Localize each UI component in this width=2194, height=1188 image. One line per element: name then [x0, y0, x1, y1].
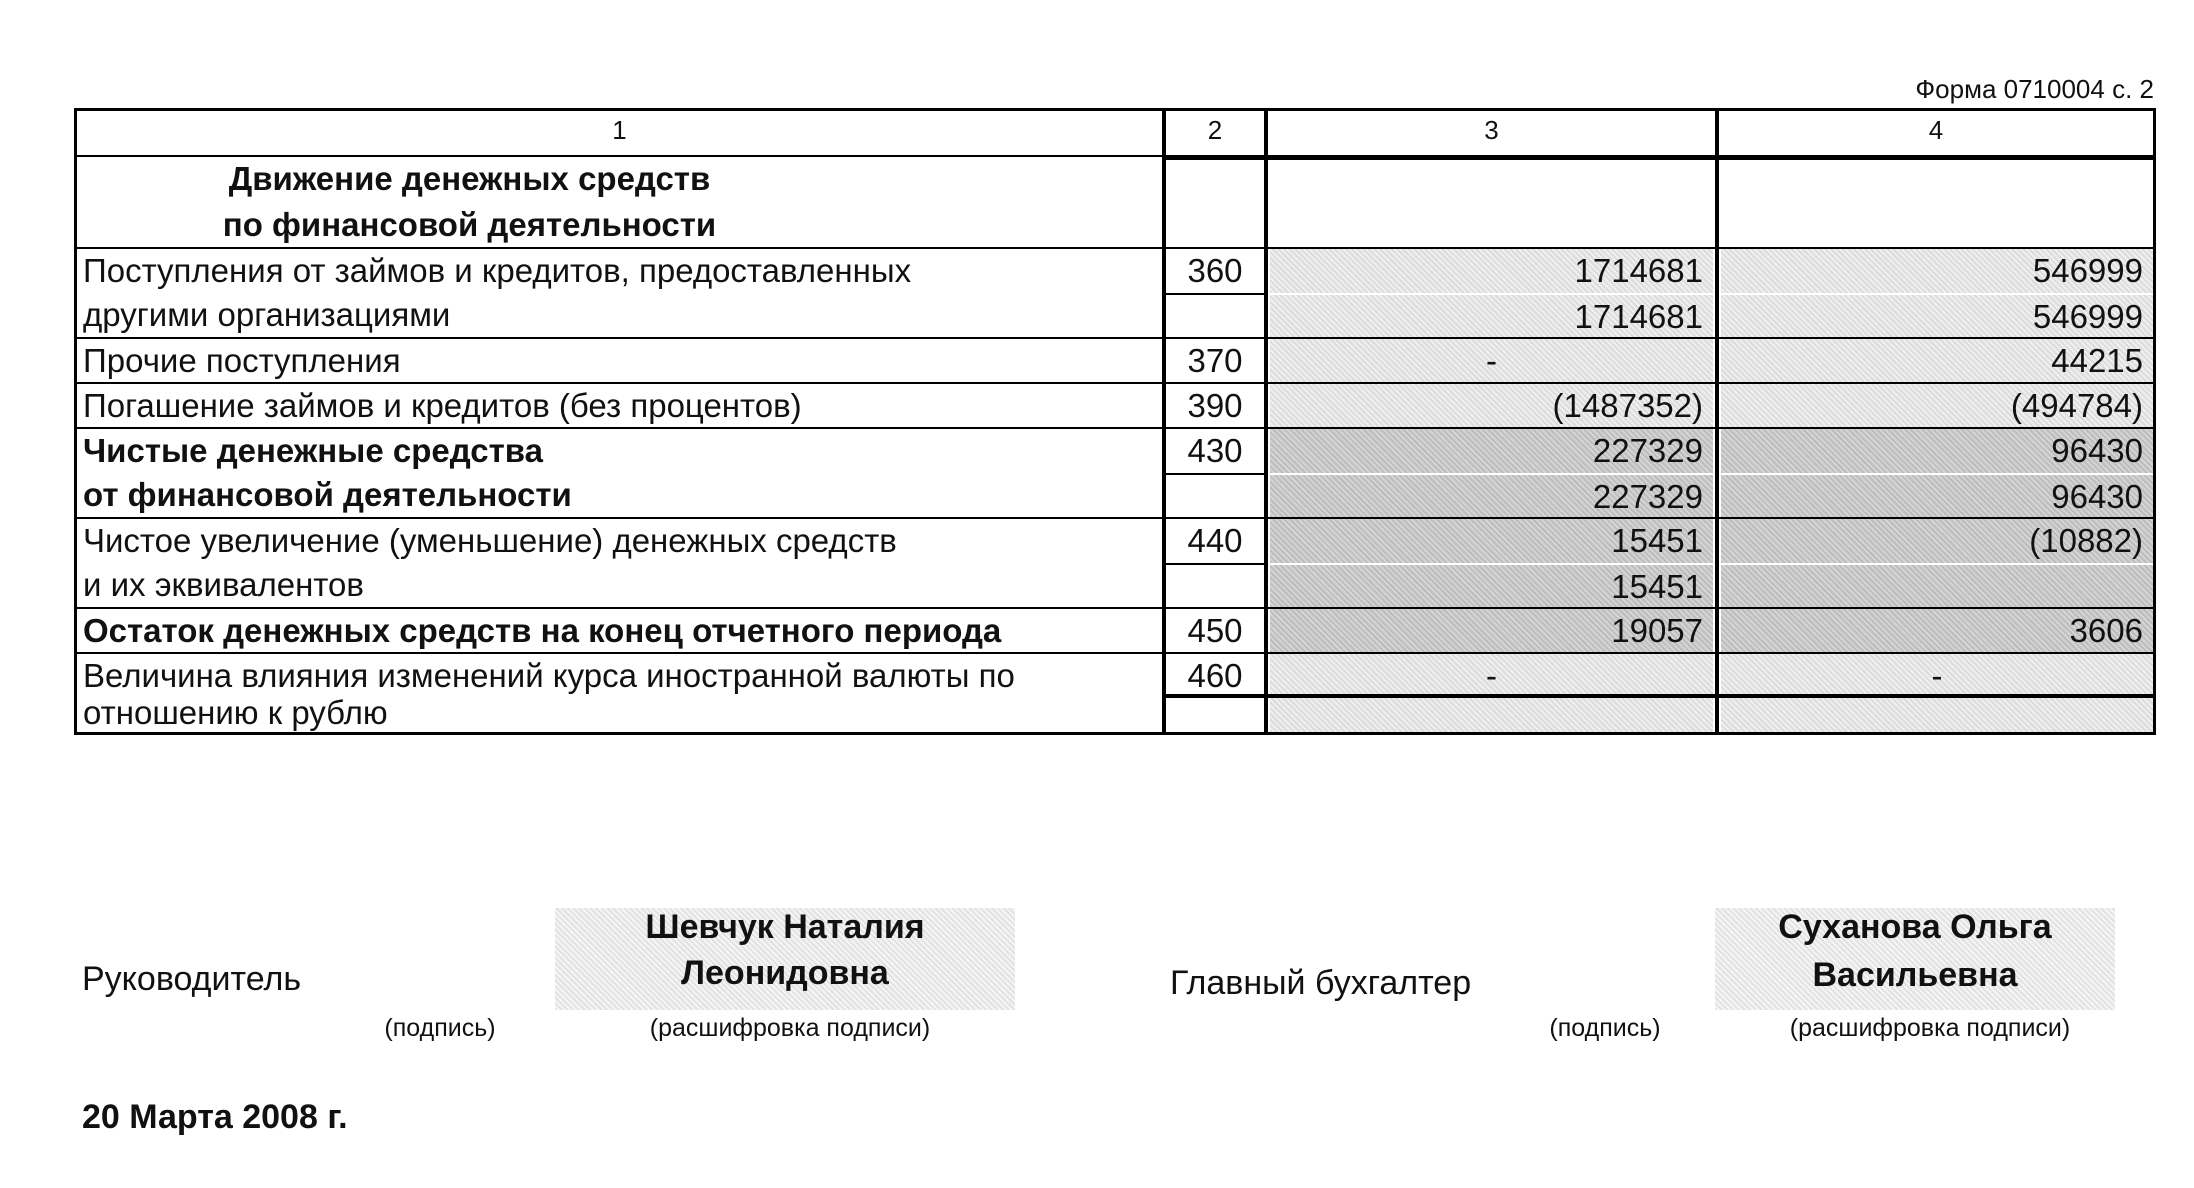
row-value-col4: 96430 — [1721, 475, 2153, 517]
accountant-decoding-note: (расшифровка подписи) — [1789, 1014, 2071, 1042]
row-value-col4: 546999 — [1721, 249, 2153, 293]
head-name-line-1: Шевчук Наталия — [645, 908, 925, 946]
row-divider — [1166, 293, 1264, 295]
row-label: Чистые денежные средства — [83, 432, 543, 469]
row-value-col3: (1487352) — [1270, 384, 1713, 427]
row-value-col3: 227329 — [1270, 475, 1713, 517]
row-label: Поступления от займов и кредитов, предоставленных — [83, 252, 912, 289]
row-divider — [1166, 473, 1264, 475]
accountant-name-line-1: Суханова Ольга — [1778, 908, 2052, 946]
row-label: Чистое увеличение (уменьшение) денежных средств — [83, 522, 897, 559]
row-value-col3: - — [1270, 654, 1713, 694]
head-signature-note: (подпись) — [384, 1014, 496, 1042]
section-title-line-1: Движение денежных средств — [228, 160, 711, 197]
row-value-col3: 19057 — [1270, 609, 1713, 652]
row-label: и их эквивалентов — [83, 566, 364, 603]
column-divider — [1715, 111, 1719, 732]
header-col-4: 4 — [1928, 115, 1944, 145]
row-label: другими организациями — [83, 296, 451, 333]
accountant-signature-note: (подпись) — [1549, 1014, 1661, 1042]
header-col-1: 1 — [612, 115, 627, 145]
row-value-col3: 1714681 — [1270, 249, 1713, 293]
row-label: Прочие поступления — [83, 342, 401, 379]
row-value-col3 — [1270, 698, 1713, 732]
accountant-label: Главный бухгалтер — [1170, 964, 1472, 1002]
row-value-col4 — [1721, 565, 2153, 607]
row-value-col4: 546999 — [1721, 295, 2153, 337]
head-label: Руководитель — [82, 960, 302, 998]
row-code: 370 — [1187, 342, 1243, 379]
row-value-col3: 15451 — [1270, 519, 1713, 563]
head-name-line-2: Леонидовна — [681, 954, 889, 992]
row-value-col4: 44215 — [1721, 339, 2153, 382]
row-code: 450 — [1187, 612, 1243, 649]
row-value-col4: (10882) — [1721, 519, 2153, 563]
column-divider — [1264, 111, 1268, 732]
form-number: Форма 0710004 с. 2 — [1915, 74, 2154, 104]
accountant-name-line-2: Васильевна — [1812, 956, 2018, 994]
row-divider — [1166, 563, 1264, 565]
row-code: 390 — [1187, 387, 1243, 424]
row-value-col3: 1714681 — [1270, 295, 1713, 337]
row-label: Остаток денежных средств на конец отчетного периода — [83, 612, 1002, 649]
row-label: Величина влияния изменений курса иностранной валюты по — [83, 657, 1015, 694]
row-label: Погашение займов и кредитов (без процентов) — [83, 387, 802, 424]
header-col-2: 2 — [1207, 115, 1223, 145]
row-label: от финансовой деятельности — [83, 476, 572, 513]
row-value-col3: 15451 — [1270, 565, 1713, 607]
row-code: 460 — [1187, 657, 1243, 694]
row-code: 360 — [1187, 252, 1243, 289]
row-value-col4: 3606 — [1721, 609, 2153, 652]
header-divider — [1162, 155, 2153, 160]
row-label: отношению к рублю — [83, 694, 388, 731]
report-date: 20 Марта 2008 г. — [82, 1098, 348, 1136]
head-decoding-note: (расшифровка подписи) — [649, 1014, 931, 1042]
row-value-col4: (494784) — [1721, 384, 2153, 427]
row-value-col4: 96430 — [1721, 429, 2153, 473]
cash-flow-table — [74, 108, 2156, 735]
row-value-col4 — [1721, 698, 2153, 732]
header-col-3: 3 — [1484, 115, 1499, 145]
row-value-col3: 227329 — [1270, 429, 1713, 473]
row-code: 440 — [1187, 522, 1243, 559]
row-value-col4: - — [1721, 654, 2153, 694]
row-value-col3: - — [1270, 339, 1713, 382]
row-code: 430 — [1187, 432, 1243, 469]
section-title-line-2: по финансовой деятельности — [222, 206, 717, 243]
